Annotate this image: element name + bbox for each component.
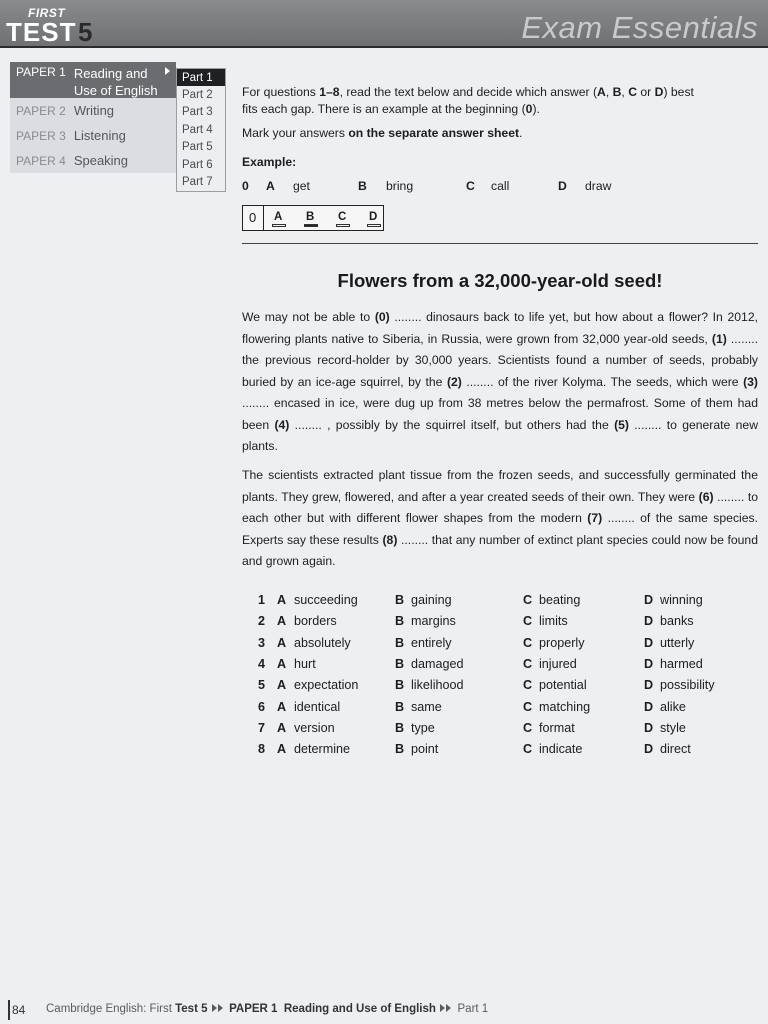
option-a-text: expectation [294, 678, 359, 693]
instructions-line-1: For questions 1–8, read the text below and decide which answer (A, B, C or D) best [242, 85, 694, 99]
example-option-b-letter: B [358, 179, 367, 193]
option-d-text: banks [660, 614, 694, 629]
option-letter-d: D [644, 635, 654, 650]
chevron-right-icon [212, 1004, 217, 1012]
option-b-text: damaged [411, 656, 464, 671]
paper-nav [10, 62, 176, 173]
option-letter-d: D [644, 656, 654, 671]
option-letter-a: A [277, 742, 287, 757]
option-d-text: alike [660, 699, 686, 714]
option-d-text: possibility [660, 678, 715, 693]
option-letter-b: B [395, 720, 405, 735]
chevron-right-icon [440, 1004, 445, 1012]
chevron-right-icon [165, 67, 170, 75]
option-letter-c: C [523, 614, 533, 629]
option-letter-b: B [395, 742, 405, 757]
instructions-line-2: fits each gap. There is an example at the beginning (0). [242, 102, 540, 116]
option-letter-c: C [523, 699, 533, 714]
option-letter-a: A [277, 720, 287, 735]
article-title: Flowers from a 32,000-year-old seed! [337, 270, 663, 291]
question-number: 1 [258, 593, 266, 607]
option-letter-b: B [395, 678, 405, 693]
question-number: 3 [258, 635, 266, 650]
example-option-a-letter: A [266, 179, 275, 193]
option-b-text: same [411, 699, 442, 714]
question-row [242, 742, 758, 763]
option-letter-c: C [523, 635, 533, 650]
first-label: FIRST [28, 6, 66, 20]
question-row [242, 678, 758, 699]
option-a-text: identical [294, 699, 341, 714]
answer-box-letter-b: B [306, 211, 315, 223]
option-letter-a: A [277, 635, 287, 650]
nav-paper-4[interactable] [10, 148, 176, 173]
option-d-text: harmed [660, 656, 703, 671]
answer-box-mark-a [272, 224, 286, 227]
example-option-a-text: get [293, 179, 310, 193]
footer-book: Cambridge English: First Test 5 PAPER 1 Reading and Use of English Part 1 [46, 1003, 489, 1015]
question-row [242, 614, 758, 635]
nav-paper-1-label: Reading and Use of English [73, 66, 158, 98]
option-letter-b: B [395, 699, 405, 714]
part-1-item[interactable]: Part 1 [177, 69, 225, 86]
nav-paper-1[interactable] [10, 62, 176, 98]
exam-essentials-title: Exam Essentials [521, 10, 758, 45]
option-letter-b: B [395, 593, 405, 607]
header-band [0, 0, 768, 48]
example-option-b-text: bring [386, 179, 414, 193]
question-number: 5 [258, 678, 266, 693]
option-letter-b: B [395, 635, 405, 650]
option-letter-a: A [277, 614, 287, 629]
question-number: 4 [258, 656, 266, 671]
page-number: 84 [12, 1003, 26, 1017]
answer-box-letter-d: D [369, 211, 378, 223]
question-row [242, 721, 758, 742]
answer-box-divider [263, 206, 264, 230]
option-c-text: limits [539, 614, 568, 629]
article-paragraph-1: We may not be able to (0) ........ dinosaurs back to life yet, but how about a flower? In 2012, flowering plants native to Siberia, in Russia, were grown from 32,000 year-old seeds, (1) ........ the previous record-holder by 30,000 years. Scientists found a number of seeds, probably buried by an ice-age squirrel, by the (2) ........ of the river Kolyma. The seeds, which were (3) ........ encased in ice, were dug up from 38 metres below the permafrost. Some of them had been (4) ........ , possibly by the squirrel itself, but others had the (5) ........ to generate new plants. [242, 310, 758, 453]
nav-paper-3-number: PAPER 3 [16, 128, 66, 143]
option-a-text: absolutely [294, 635, 351, 650]
part-2-item[interactable]: Part 2 [182, 89, 213, 102]
option-c-text: format [539, 720, 575, 735]
nav-paper-1-number: PAPER 1 [16, 65, 66, 79]
nav-paper-2-label: Writing [73, 103, 115, 118]
part-3-item[interactable]: Part 3 [182, 106, 213, 119]
answer-box-letter-a: A [274, 211, 283, 223]
chevron-right-icon [446, 1004, 451, 1012]
option-b-text: gaining [411, 593, 452, 607]
option-a-text: succeeding [294, 593, 358, 607]
option-letter-a: A [277, 678, 287, 693]
test-number: 5 [78, 17, 93, 47]
question-row [242, 700, 758, 721]
option-letter-a: A [277, 593, 287, 607]
question-number: 7 [258, 720, 266, 735]
chevron-right-icon [218, 1004, 223, 1012]
nav-paper-3-label: Listening [73, 128, 126, 143]
question-number: 6 [258, 699, 266, 714]
option-a-text: hurt [294, 656, 316, 671]
option-letter-a: A [277, 699, 287, 714]
question-row [242, 636, 758, 657]
answer-box-mark-c [336, 224, 350, 227]
example-number: 0 [242, 179, 249, 193]
option-letter-d: D [644, 678, 654, 693]
option-letter-c: C [523, 656, 533, 671]
option-a-text: version [294, 720, 335, 735]
example-option-c-letter: C [466, 179, 475, 193]
option-b-text: entirely [411, 635, 452, 650]
option-letter-c: C [523, 678, 533, 693]
option-b-text: margins [411, 614, 456, 629]
option-b-text: point [411, 742, 439, 757]
footer-bar [8, 1000, 10, 1020]
example-label: Example: [242, 155, 297, 169]
option-d-text: winning [660, 593, 703, 607]
example-option-d-letter: D [558, 179, 567, 193]
option-d-text: utterly [660, 635, 695, 650]
option-letter-a: A [277, 656, 287, 671]
nav-paper-3[interactable] [10, 123, 176, 148]
nav-paper-4-number: PAPER 4 [16, 153, 66, 168]
question-number: 8 [258, 742, 266, 757]
option-a-text: borders [294, 614, 337, 629]
option-c-text: matching [539, 699, 591, 714]
answer-box-number: 0 [249, 210, 257, 225]
nav-paper-2-number: PAPER 2 [16, 103, 66, 118]
part-4-item[interactable]: Part 4 [182, 123, 213, 136]
example-option-d-text: draw [585, 179, 612, 193]
mark-answers-instruction: Mark your answers on the separate answer sheet. [242, 126, 523, 140]
part-6-item[interactable]: Part 6 [182, 158, 213, 171]
option-c-text: beating [539, 593, 581, 607]
option-letter-d: D [644, 720, 654, 735]
parts-menu [176, 68, 226, 192]
option-letter-d: D [644, 699, 654, 714]
option-b-text: likelihood [411, 678, 464, 693]
answer-box-mark-b [304, 224, 318, 227]
part-5-item[interactable]: Part 5 [182, 141, 213, 154]
option-letter-d: D [644, 614, 654, 629]
option-d-text: style [660, 720, 686, 735]
example-answer-box [242, 205, 384, 231]
part-7-item[interactable]: Part 7 [182, 176, 213, 189]
option-c-text: potential [539, 678, 587, 693]
option-c-text: injured [539, 656, 577, 671]
option-c-text: indicate [539, 742, 583, 757]
article-paragraph-2: The scientists extracted plant tissue from the frozen seeds, and successfully germinated the plants. They grew, flowered, and after a year created seeds of their own. They were (6) ........ to each other but with different flower shapes from the modern (7) ........ of the same species. Experts say these results (8) ........ that any number of extinct plant species could now be found and grown again. [242, 468, 759, 568]
option-c-text: properly [539, 635, 585, 650]
answer-box-letter-c: C [338, 211, 347, 223]
option-letter-c: C [523, 720, 533, 735]
option-letter-c: C [523, 742, 533, 757]
nav-paper-2[interactable] [10, 98, 176, 123]
option-letter-d: D [644, 742, 654, 757]
section-divider [242, 243, 758, 244]
answer-box-mark-d [367, 224, 381, 227]
option-letter-b: B [395, 614, 405, 629]
test-label: TEST [6, 17, 77, 47]
question-number: 2 [258, 614, 266, 629]
option-b-text: type [411, 720, 435, 735]
option-letter-d: D [644, 593, 654, 607]
nav-paper-4-label: Speaking [73, 153, 129, 168]
option-d-text: direct [660, 742, 691, 757]
example-option-c-text: call [491, 179, 510, 193]
option-letter-c: C [523, 593, 533, 607]
option-a-text: determine [294, 742, 351, 757]
question-row [242, 593, 758, 614]
question-row [242, 657, 758, 678]
option-letter-b: B [395, 656, 405, 671]
